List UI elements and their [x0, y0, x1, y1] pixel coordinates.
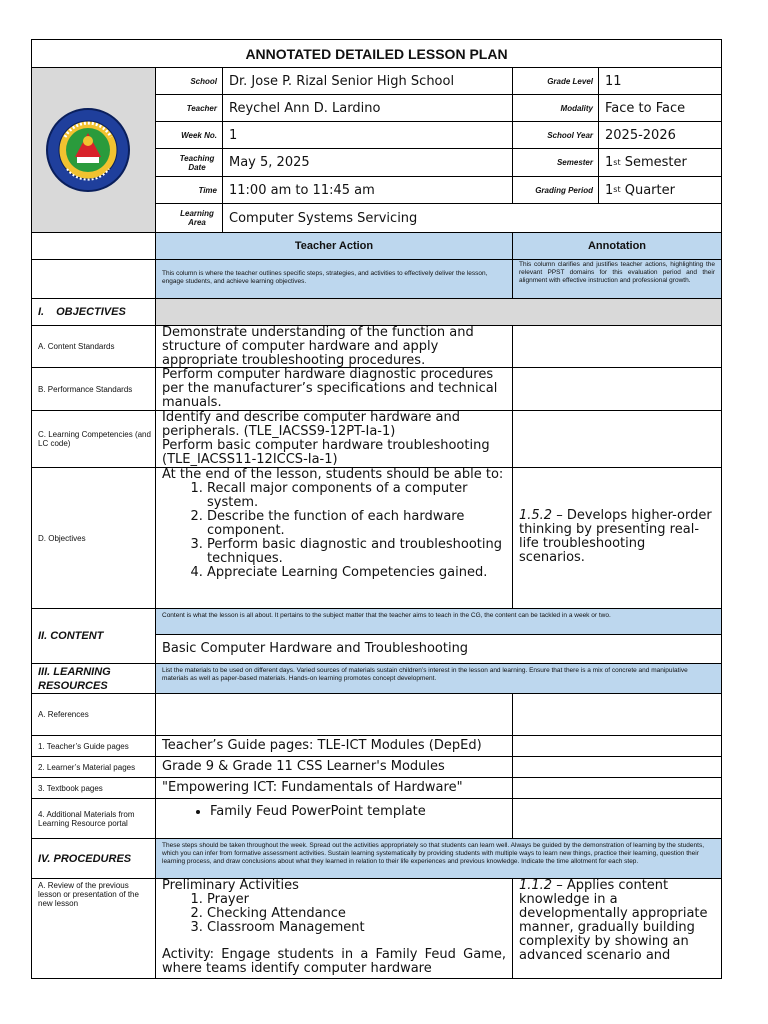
school-seal-icon — [45, 107, 131, 193]
time-label: Time — [155, 176, 223, 204]
time-value: 11:00 am to 11:45 am — [222, 176, 513, 204]
competency-1: Identify and describe computer hardware and peripherals. (TLE_IACSS9-12PT-Ia-1) — [162, 410, 460, 439]
teachers-guide-value: Teacher’s Guide pages: TLE-ICT Modules (DepEd) — [155, 735, 513, 757]
objectives-list — [162, 482, 506, 580]
references-value — [155, 693, 513, 736]
review-label: A. Review of the previous lesson or presentation of the new lesson — [38, 881, 139, 908]
review-value — [155, 878, 513, 979]
teacher-action-desc: This column is where the teacher outlines specific steps, strategies, and activities to effectively deliver the lesson, engage students, and achieve learning objectives. — [155, 259, 513, 299]
objectives-heading-text: OBJECTIVES — [56, 306, 126, 318]
school-label: School — [155, 67, 223, 95]
objective-item: 4. Appreciate Learning Competencies gained. — [207, 566, 506, 580]
objectives-heading-fill — [155, 298, 722, 326]
learning-area-value: Computer Systems Servicing — [222, 203, 722, 233]
logo-cell — [31, 67, 156, 233]
grade-level-label: Grade Level — [512, 67, 599, 95]
activity-text: Activity: Engage students in a Family Feud Game, where teams identify computer hardware — [162, 947, 506, 976]
objectives-intro: At the end of the lesson, students should be able to: — [162, 467, 504, 482]
period-text: Quarter — [620, 182, 675, 198]
review-annotation-code: 1.1.2 — [519, 878, 553, 893]
objectives-annotation-code: 1.5.2 — [519, 508, 553, 523]
annotation-header: Annotation — [512, 232, 722, 260]
grade-level-value: 11 — [598, 67, 722, 95]
modality-value: Face to Face — [598, 94, 722, 122]
objectives-label: D. Objectives — [31, 467, 156, 609]
learners-material-annotation — [512, 756, 722, 778]
annotation-desc: This column clarifies and justifies teacher actions, highlighting the relevant PPST domains for this evaluation period and their alignment with effective instruction and professional growth. — [512, 259, 722, 299]
additional-materials-annotation — [512, 798, 722, 839]
review-label-cell — [31, 878, 156, 979]
teaching-date-label — [155, 148, 223, 177]
performance-standards-label: B. Performance Standards — [31, 367, 156, 411]
procedures-note: These steps should be taken throughout the week. Spread out the activities appropriately so that students can learn well. Always be guided by the demonstration of learning by the students, which you can infer from formative assessment activities. Sustain learning systematically by providing students with multiple ways to learn new things, practice their learning, question their learning process, and draw conclusions about what they learned in relation to their life experiences and previous knowledge. Indicate the time allotment for each step. — [155, 838, 722, 879]
objectives-annotation-text: – Develops higher-order thinking by presenting real-life troubleshooting scenarios. — [519, 508, 712, 565]
resources-heading: III. LEARNING RESOURCES — [31, 663, 156, 694]
learning-area-label-text: Learning Area — [180, 209, 214, 227]
references-annotation — [512, 693, 722, 736]
preliminary-list — [162, 893, 506, 935]
grading-period-label: Grading Period — [512, 176, 599, 204]
textbook-annotation — [512, 777, 722, 799]
learning-competencies-label: C. Learning Competencies (and LC code) — [31, 410, 156, 468]
blank-desc-cell — [31, 259, 156, 299]
additional-material-item: • Family Feud PowerPoint template — [210, 805, 506, 819]
week-value: 1 — [222, 121, 513, 149]
teacher-label: Teacher — [155, 94, 223, 122]
blank-header-cell — [31, 232, 156, 260]
teaching-date-label-text: Teaching Date — [179, 153, 215, 172]
preliminary-item: 3. Classroom Management — [207, 921, 506, 935]
teaching-date-value: May 5, 2025 — [222, 148, 513, 177]
learning-competencies-value — [155, 410, 513, 468]
resources-note: List the materials to be used on different days. Varied sources of materials sustain children’s interest in the lesson and learning. Ensure that there is a mix of concrete and manipulative materials as well as paper-based materials. Hands-on learning promotes concept development. — [155, 663, 722, 694]
additional-materials-value — [155, 798, 513, 839]
objectives-heading-num: I. — [38, 306, 45, 318]
objective-item: 1. Recall major components of a computer system. — [207, 482, 506, 510]
review-annotation — [512, 878, 722, 979]
content-standards-value: Demonstrate understanding of the function and structure of computer hardware and apply appropriate troubleshooting procedures. — [155, 325, 513, 368]
week-label: Week No. — [155, 121, 223, 149]
school-value: Dr. Jose P. Rizal Senior High School — [222, 67, 513, 95]
modality-label: Modality — [512, 94, 599, 122]
objective-item: 2. Describe the function of each hardware component. — [207, 510, 506, 538]
semester-num: 1 — [605, 155, 614, 170]
teacher-value: Reychel Ann D. Lardino — [222, 94, 513, 122]
preliminary-item: 2. Checking Attendance — [207, 907, 506, 921]
objective-item: 3. Perform basic diagnostic and troubleshooting techniques. — [207, 538, 506, 566]
additional-materials-label: 4. Additional Materials from Learning Resource portal — [31, 798, 156, 839]
objectives-heading — [31, 298, 156, 326]
period-sup: st — [613, 185, 621, 194]
objectives-annotation — [512, 467, 722, 609]
semester-value — [598, 148, 722, 177]
competency-2: Perform basic computer hardware troubleshooting (TLE_IACSS11-12ICCS-Ia-1) — [162, 438, 490, 467]
preliminary-item: 1. Prayer — [207, 893, 506, 907]
review-annotation-text: – Applies content knowledge in a developmentally appropriate manner, gradually building complexity by showing an advanced scenario and — [519, 878, 708, 963]
teachers-guide-annotation — [512, 735, 722, 757]
content-value: Basic Computer Hardware and Troubleshooting — [155, 634, 722, 664]
learners-material-label: 2. Learner’s Material pages — [31, 756, 156, 778]
learners-material-value: Grade 9 & Grade 11 CSS Learner's Modules — [155, 756, 513, 778]
content-standards-label: A. Content Standards — [31, 325, 156, 368]
preliminary-title: Preliminary Activities — [162, 878, 299, 893]
textbook-value: "Empowering ICT: Fundamentals of Hardware" — [155, 777, 513, 799]
performance-standards-value: Perform computer hardware diagnostic procedures per the manufacturer’s specifications and technical manuals. — [155, 367, 513, 411]
document-title: ANNOTATED DETAILED LESSON PLAN — [31, 39, 722, 68]
objectives-value — [155, 467, 513, 609]
references-label: A. References — [31, 693, 156, 736]
grading-period-value — [598, 176, 722, 204]
additional-materials-list — [162, 805, 506, 819]
teachers-guide-label: 1. Teacher’s Guide pages — [31, 735, 156, 757]
performance-standards-annotation — [512, 367, 722, 411]
semester-sup: st — [613, 157, 621, 167]
school-year-value: 2025-2026 — [598, 121, 722, 149]
school-year-label: School Year — [512, 121, 599, 149]
period-num: 1 — [605, 182, 614, 198]
content-note: Content is what the lesson is all about. It pertains to the subject matter that the teacher aims to teach in the CG, the content can be tackled in a week or two. — [155, 608, 722, 635]
learning-area-label — [155, 203, 223, 233]
textbook-label: 3. Textbook pages — [31, 777, 156, 799]
semester-text: Semester — [620, 155, 687, 170]
learning-competencies-annotation — [512, 410, 722, 468]
content-standards-annotation — [512, 325, 722, 368]
content-heading: II. CONTENT — [31, 608, 156, 664]
procedures-heading: IV. PROCEDURES — [31, 838, 156, 879]
teacher-action-header: Teacher Action — [155, 232, 513, 260]
semester-label: Semester — [512, 148, 599, 177]
